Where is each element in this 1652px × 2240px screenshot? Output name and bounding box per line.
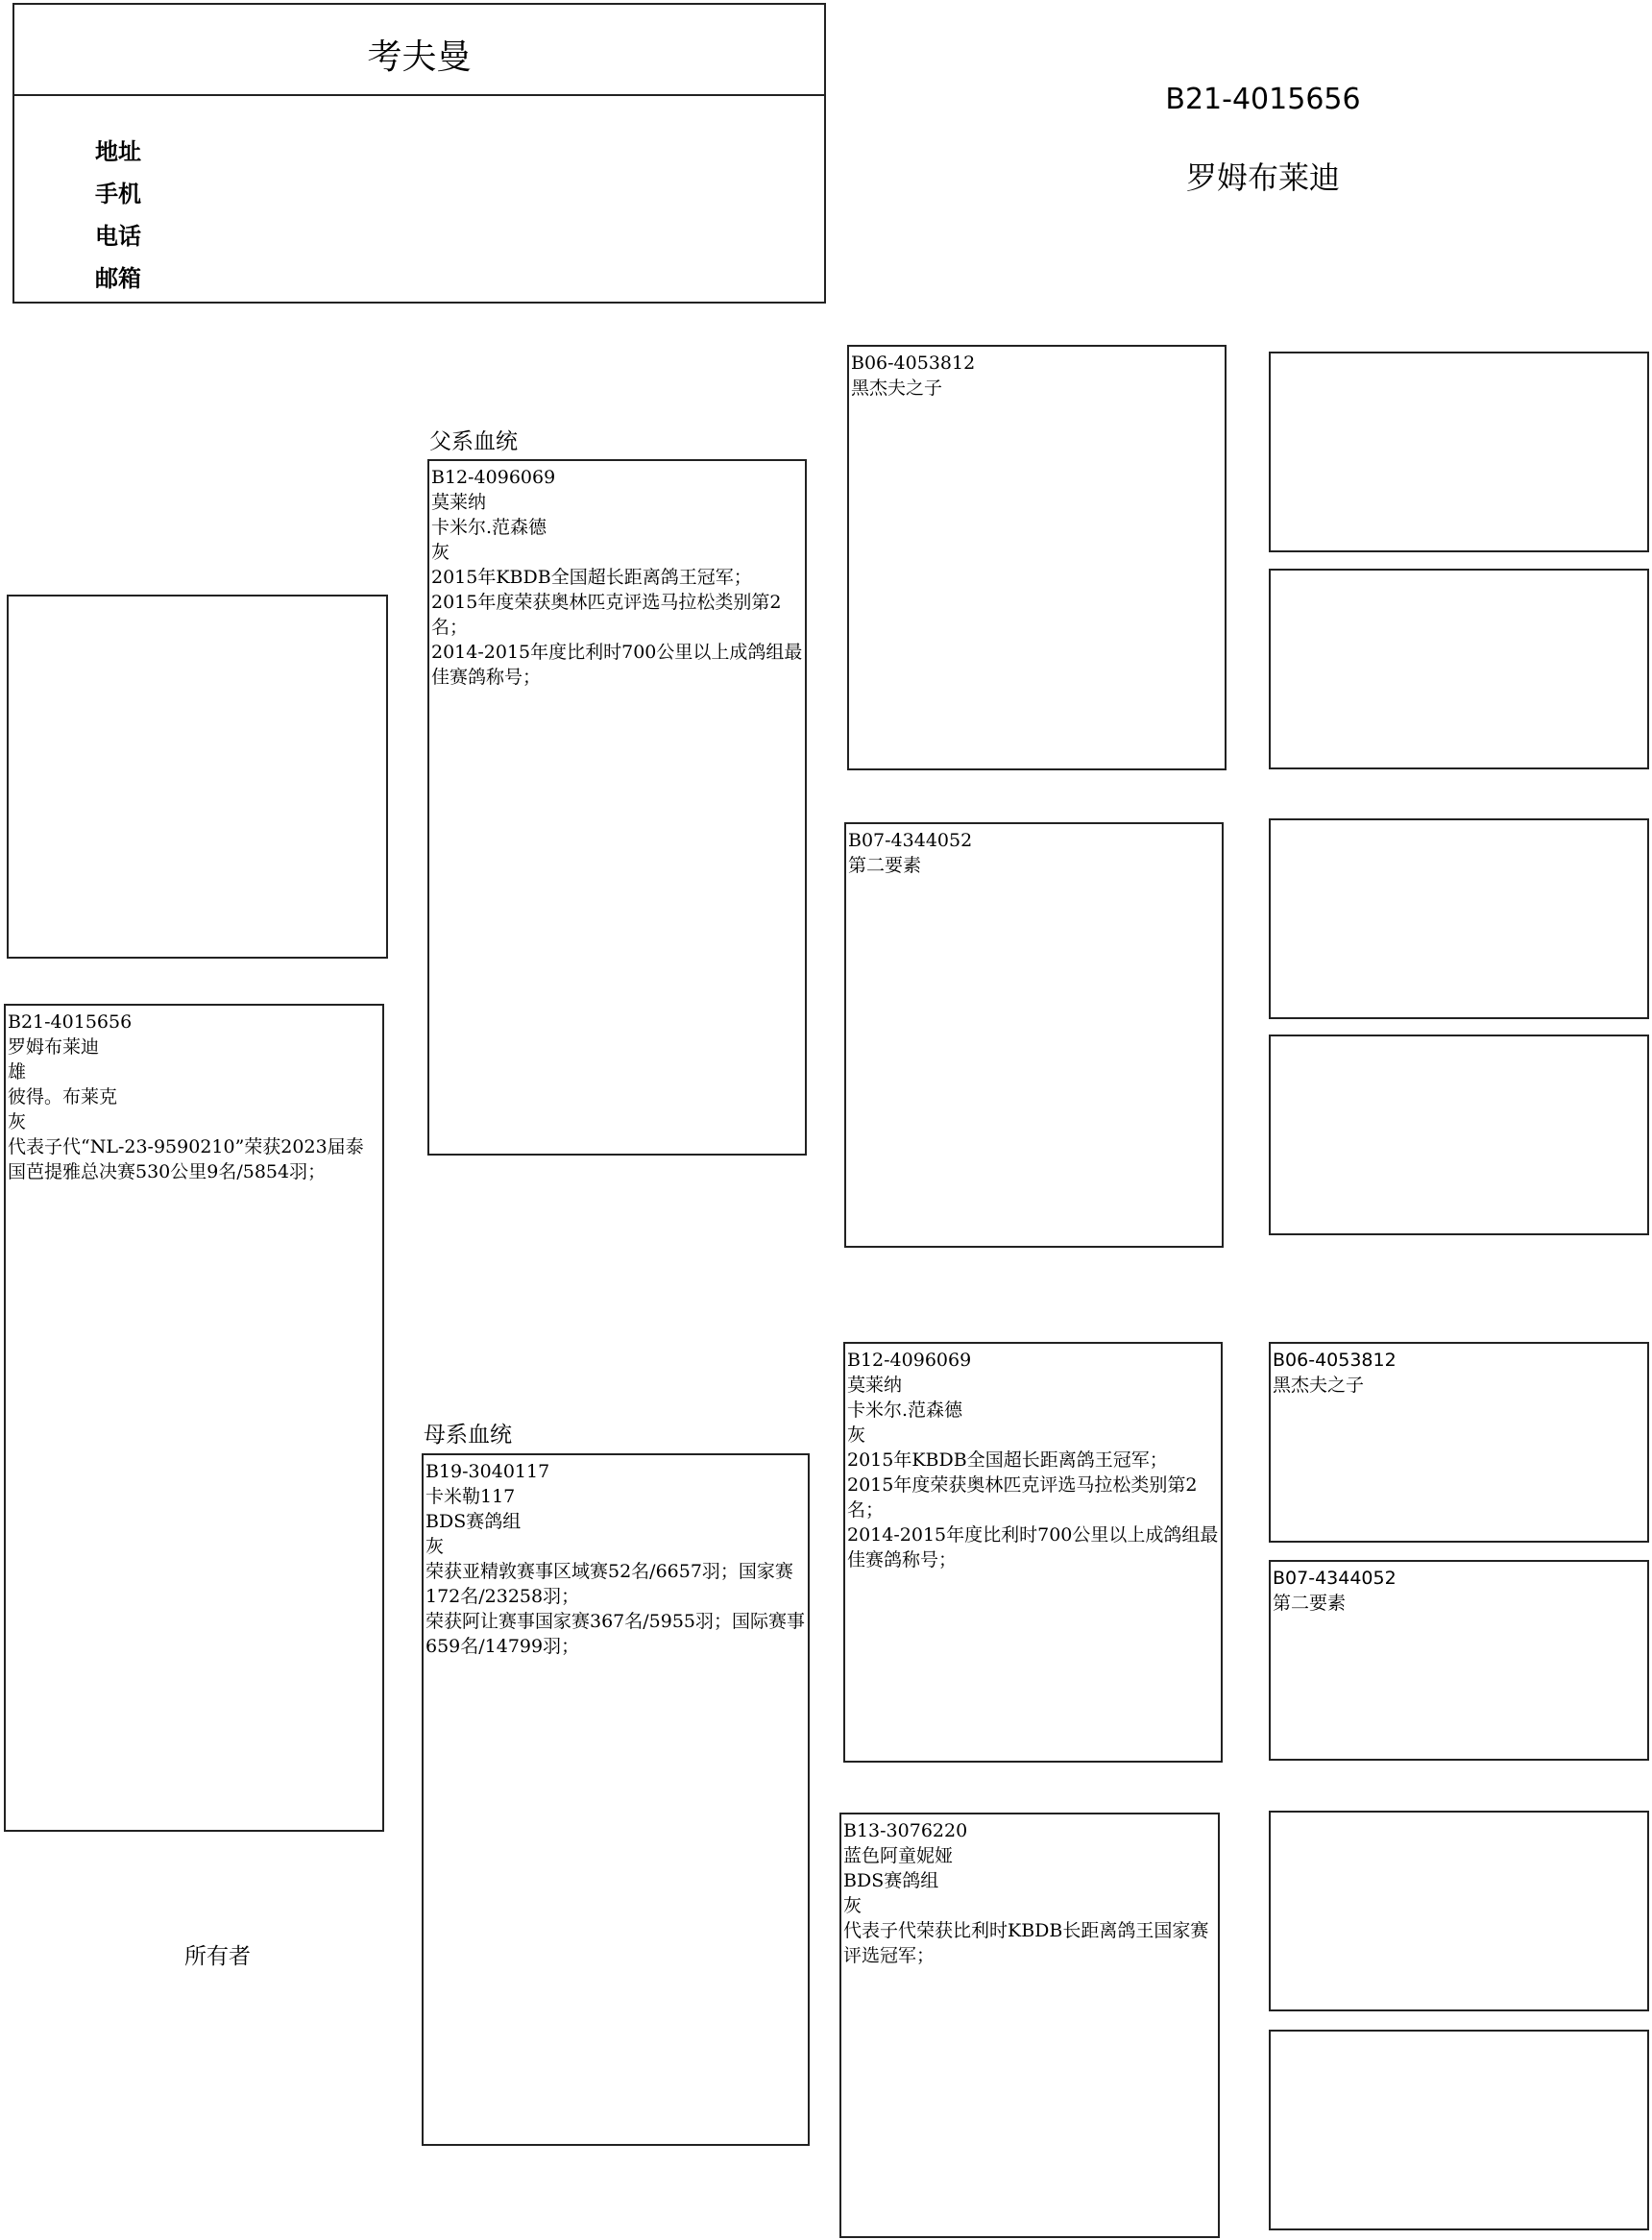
ggp-dam-sire-sire-card [1269,1342,1649,1543]
card-line: B06-4053812 [1273,1350,1397,1371]
sire-dam-card [844,822,1224,1248]
card-line: 黑杰夫之子 [1273,1375,1365,1396]
card-line: B07-4344052 [1273,1568,1397,1589]
owner-divider [14,94,824,96]
card-line: 蓝色阿童妮娅 [843,1845,954,1866]
dam-dam-lines [841,1814,1218,1968]
owner-info-box [12,3,826,304]
owner-name: 考夫曼 [367,37,472,77]
sire-dam-lines [846,824,1222,878]
mobile-label: 手机 [95,181,141,207]
address-label: 地址 [95,138,141,165]
card-line: 卡米尔.范森德 [847,1400,963,1421]
card-line: 莫莱纳 [847,1375,903,1396]
card-line: 2015年度荣获奥林匹克评选马拉松类别第2名； [847,1474,1198,1521]
ggp-dam-dam-dam-card [1269,2030,1649,2230]
subject-ring-number: B21-4015656 [1165,83,1361,116]
dam-lines [424,1455,808,1659]
ggp-sire-dam-dam-card [1269,1035,1649,1235]
sire-lines [429,461,805,690]
card-line: B07-4344052 [848,830,973,851]
photo-placeholder [7,595,388,959]
card-line: 卡米尔.范森德 [431,517,547,538]
ggp-sire-dam-sire-card [1269,818,1649,1019]
card-line: 卡米勒117 [425,1486,516,1507]
sire-sire-card [847,345,1227,770]
card-line: 代表子代荣获比利时KBDB长距离鸽王国家赛评选冠军； [843,1920,1209,1966]
card-line: BDS赛鸽组 [425,1511,522,1532]
dam-sire-card [843,1342,1223,1763]
card-line: BDS赛鸽组 [843,1870,939,1891]
subject-name-title: 罗姆布莱迪 [1185,159,1340,196]
card-line: B13-3076220 [843,1820,968,1841]
card-line: 雄 [8,1061,27,1083]
phone-label: 电话 [95,223,141,250]
card-line: 灰 [847,1424,866,1446]
card-line: 荣获阿让赛事国家赛367名/5955羽；国际赛事659名/14799羽； [425,1611,806,1657]
card-line: 灰 [843,1895,862,1916]
email-label: 邮箱 [95,265,141,292]
card-line: 2015年KBDB全国超长距离鸽王冠军； [847,1449,1168,1471]
card-line: 莫莱纳 [431,492,487,513]
ggp-dam-sire-dam-lines [1271,1562,1647,1616]
card-line: 荣获亚精敦赛事区域赛52名/6657羽；国家赛172名/23258羽； [425,1561,793,1607]
card-line: B21-4015656 [8,1011,133,1033]
dam-dam-card [839,1813,1220,2238]
subject-lines [6,1006,382,1184]
card-line: 2014-2015年度比利时700公里以上成鸽组最佳赛鸽称号； [431,642,803,688]
card-line: 黑杰夫之子 [851,377,943,399]
card-line: B12-4096069 [431,467,556,488]
card-line: 灰 [8,1111,27,1132]
dam-line-label: 母系血统 [424,1423,512,1448]
card-line: B19-3040117 [425,1461,550,1482]
sire-line-label: 父系血统 [429,429,518,454]
ggp-sire-sire-dam-card [1269,569,1649,769]
ggp-sire-sire-sire-card [1269,352,1649,552]
sire-sire-lines [849,347,1225,401]
dam-sire-lines [845,1344,1221,1572]
sire-card [427,459,807,1156]
card-line: B06-4053812 [851,353,976,374]
ggp-dam-sire-dam-card [1269,1560,1649,1761]
card-line: 灰 [425,1536,445,1557]
card-line: 第二要素 [1273,1593,1347,1614]
card-line: 2015年度荣获奥林匹克评选马拉松类别第2名； [431,592,782,638]
subject-card [4,1004,384,1832]
card-line: 灰 [431,542,450,563]
card-line: 第二要素 [848,855,922,876]
card-line: 代表子代“NL-23-9590210”荣获2023届泰国芭提雅总决赛530公里9名/5854羽； [8,1136,364,1182]
card-line: 2014-2015年度比利时700公里以上成鸽组最佳赛鸽称号； [847,1524,1219,1570]
owner-label: 所有者 [184,1944,251,1969]
ggp-dam-sire-sire-lines [1271,1344,1647,1398]
card-line: 彼得。布莱克 [8,1086,118,1108]
card-line: 2015年KBDB全国超长距离鸽王冠军； [431,567,752,588]
dam-card [422,1453,810,2146]
ggp-dam-dam-sire-card [1269,1811,1649,2011]
card-line: B12-4096069 [847,1350,972,1371]
card-line: 罗姆布莱迪 [8,1036,100,1058]
